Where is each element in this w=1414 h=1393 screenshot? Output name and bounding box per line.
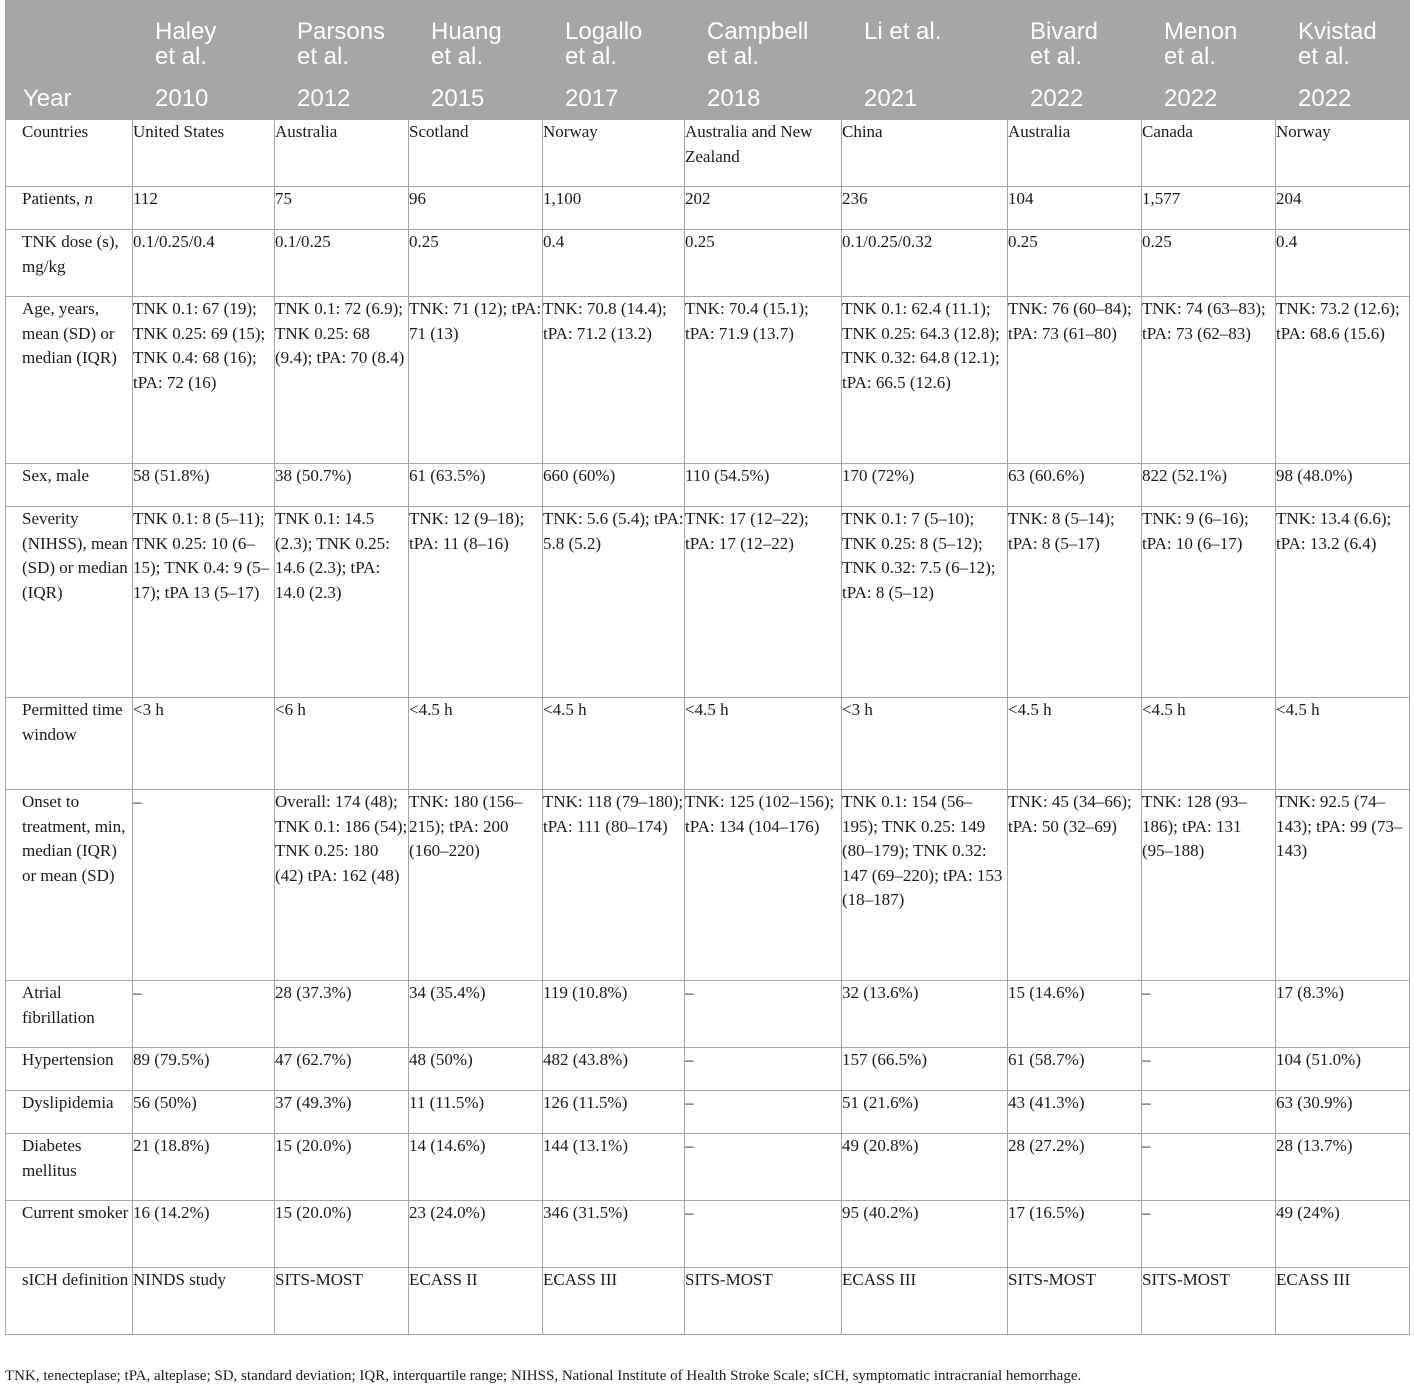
table-row [6,120,1410,187]
table-cell: China [842,120,1008,187]
table-cell: 0.25 [409,230,543,297]
study-name-line1: Menon [1164,18,1238,45]
table-row [6,1091,1410,1134]
table-cell: SITS-MOST [685,1268,842,1335]
table-cell: 104 [1008,187,1142,230]
table-footnote: TNK, tenecteplase; tPA, alteplase; SD, standard deviation; IQR, interquartile range; NIHSS, National Institute of Health Stroke Scale; sICH, symptomatic intracranial hemorrhage. [5,1368,1082,1384]
study-name-line1: Campbell [707,18,809,45]
table-row [6,698,1410,790]
table-cell: 63 (30.9%) [1276,1091,1410,1134]
study-name-line2: et al. [431,43,484,70]
study-name-line2: et al. [155,43,208,70]
table-row [6,1134,1410,1201]
table-cell: Australia [275,120,409,187]
table-cell: 157 (66.5%) [842,1048,1008,1091]
row-label-text: Hypertension [22,1050,114,1069]
table-cell: 15 (20.0%) [275,1134,409,1201]
table-cell: TNK: 76 (60–84); tPA: 73 (61–80) [1008,297,1142,464]
table-row [6,981,1410,1048]
table-body [6,120,1410,1335]
study-name-line2: et al. [1298,43,1351,70]
table-cell: 14 (14.6%) [409,1134,543,1201]
table-cell: 47 (62.7%) [275,1048,409,1091]
row-label-text: Atrial fibrillation [22,983,95,1027]
row-label [6,790,133,981]
table-cell: – [1142,1201,1276,1268]
row-label-text: Severity (NIHSS), mean (SD) or median (IQR) [22,509,128,602]
table-cell: 1,577 [1142,187,1276,230]
table-cell: 23 (24.0%) [409,1201,543,1268]
table-cell: ECASS III [842,1268,1008,1335]
table-cell: 89 (79.5%) [133,1048,275,1091]
table-cell: TNK: 128 (93–186); tPA: 131 (95–188) [1142,790,1276,981]
study-name-line1: Haley [155,18,217,45]
table-cell: – [1142,1134,1276,1201]
study-name-line2: et al. [297,43,350,70]
row-label-text: Patients, [22,189,85,208]
table-cell: TNK 0.1: 154 (56–195); TNK 0.25: 149 (80–179); TNK 0.32: 147 (69–220); tPA: 153 (18–187) [842,790,1008,981]
study-name-line1: Bivard [1030,18,1099,45]
table-cell: TNK: 73.2 (12.6); tPA: 68.6 (15.6) [1276,297,1410,464]
table-row [6,464,1410,507]
table-cell: 0.25 [1142,230,1276,297]
table-cell: – [1142,981,1276,1048]
table-cell: 28 (27.2%) [1008,1134,1142,1201]
table-cell: United States [133,120,275,187]
table-cell: 11 (11.5%) [409,1091,543,1134]
study-year: 2017 [565,85,619,112]
study-header [1008,1,1142,120]
table-cell: TNK 0.1: 67 (19); TNK 0.25: 69 (15); TNK 0.4: 68 (16); tPA: 72 (16) [133,297,275,464]
study-header [685,1,842,120]
table-cell: 104 (51.0%) [1276,1048,1410,1091]
table-row [6,1201,1410,1268]
table-cell: SITS-MOST [1008,1268,1142,1335]
row-label [6,1048,133,1091]
table-cell: <4.5 h [409,698,543,790]
table-cell: 95 (40.2%) [842,1201,1008,1268]
table-cell: 110 (54.5%) [685,464,842,507]
table-cell: TNK 0.1: 62.4 (11.1); TNK 0.25: 64.3 (12.8); TNK 0.32: 64.8 (12.1); tPA: 66.5 (12.6) [842,297,1008,464]
row-label-text: Onset to treatment, min, median (IQR) or mean (SD) [22,792,126,885]
row-label [6,464,133,507]
table-cell: 119 (10.8%) [543,981,685,1048]
table-cell: TNK: 92.5 (74–143); tPA: 99 (73–143) [1276,790,1410,981]
table-cell: 482 (43.8%) [543,1048,685,1091]
table-cell: TNK: 13.4 (6.6); tPA: 13.2 (6.4) [1276,507,1410,698]
table-cell: TNK: 70.8 (14.4); tPA: 71.2 (13.2) [543,297,685,464]
table-cell: – [685,1048,842,1091]
row-label [6,297,133,464]
table-cell: 17 (8.3%) [1276,981,1410,1048]
table-cell: TNK: 180 (156–215); tPA: 200 (160–220) [409,790,543,981]
study-header [1276,1,1410,120]
table-cell: 16 (14.2%) [133,1201,275,1268]
study-name-line1: Li et al. [864,18,942,45]
table-row [6,507,1410,698]
table-cell: 49 (20.8%) [842,1134,1008,1201]
table-cell: 0.1/0.25 [275,230,409,297]
row-label [6,1134,133,1201]
table-row [6,1268,1410,1335]
table-cell: Canada [1142,120,1276,187]
table-cell: 0.25 [1008,230,1142,297]
table-cell: Scotland [409,120,543,187]
table-cell: 75 [275,187,409,230]
table-cell: TNK: 74 (63–83); tPA: 73 (62–83) [1142,297,1276,464]
row-label-text: Current smoker [22,1203,129,1222]
row-label-text: Countries [22,122,89,141]
table-cell: 15 (14.6%) [1008,981,1142,1048]
table-cell: 21 (18.8%) [133,1134,275,1201]
table-cell: <4.5 h [543,698,685,790]
table-cell: <3 h [133,698,275,790]
row-label-text: Sex, male [22,466,90,485]
row-label-text: TNK dose (s), mg/kg [22,232,119,276]
table-cell: 170 (72%) [842,464,1008,507]
study-name-line2: et al. [565,43,618,70]
table-cell: 37 (49.3%) [275,1091,409,1134]
study-year: 2015 [431,85,485,112]
table-cell: – [133,981,275,1048]
table-cell: TNK: 45 (34–66); tPA: 50 (32–69) [1008,790,1142,981]
row-label-text: Age, years, mean (SD) or median (IQR) [22,299,117,368]
study-name-line2: et al. [1030,43,1083,70]
table-cell: <6 h [275,698,409,790]
table-cell: TNK: 8 (5–14); tPA: 8 (5–17) [1008,507,1142,698]
table-cell: 0.4 [1276,230,1410,297]
table-cell: – [685,1091,842,1134]
table-cell: 51 (21.6%) [842,1091,1008,1134]
table-cell: – [685,1134,842,1201]
table-cell: TNK: 12 (9–18); tPA: 11 (8–16) [409,507,543,698]
table-cell: – [133,790,275,981]
table-cell: SITS-MOST [1142,1268,1276,1335]
table-cell: 96 [409,187,543,230]
table-cell: 0.25 [685,230,842,297]
table-cell: <3 h [842,698,1008,790]
table-cell: Norway [1276,120,1410,187]
study-year: 2022 [1030,85,1084,112]
table-cell: <4.5 h [1276,698,1410,790]
table-cell: TNK: 70.4 (15.1); tPA: 71.9 (13.7) [685,297,842,464]
study-year: 2022 [1164,85,1218,112]
study-year: 2021 [864,85,918,112]
row-label [6,507,133,698]
table-cell: ECASS III [1276,1268,1410,1335]
table-cell: 48 (50%) [409,1048,543,1091]
table-cell: 0.4 [543,230,685,297]
table-cell: 0.1/0.25/0.32 [842,230,1008,297]
table-cell: TNK: 125 (102–156); tPA: 134 (104–176) [685,790,842,981]
study-header [543,1,685,120]
table-cell: <4.5 h [1142,698,1276,790]
row-label [6,1268,133,1335]
study-year: 2010 [155,85,209,112]
table-cell: Australia and New Zealand [685,120,842,187]
table-cell: – [1142,1091,1276,1134]
table-cell: TNK: 9 (6–16); tPA: 10 (6–17) [1142,507,1276,698]
study-name-line1: Logallo [565,18,643,45]
year-header [6,1,133,120]
table-cell: TNK 0.1: 14.5 (2.3); TNK 0.25: 14.6 (2.3); tPA: 14.0 (2.3) [275,507,409,698]
table-cell: 126 (11.5%) [543,1091,685,1134]
study-header [133,1,275,120]
row-label-text: sICH definition [22,1270,129,1289]
table-cell: ECASS III [543,1268,685,1335]
table-cell: Australia [1008,120,1142,187]
row-label [6,1201,133,1268]
table-cell: 58 (51.8%) [133,464,275,507]
table-row [6,790,1410,981]
table-cell: TNK 0.1: 8 (5–11); TNK 0.25: 10 (6–15); TNK 0.4: 9 (5–17); tPA 13 (5–17) [133,507,275,698]
table-cell: – [1142,1048,1276,1091]
table-cell: TNK: 118 (79–180); tPA: 111 (80–174) [543,790,685,981]
study-year: 2022 [1298,85,1352,112]
table-cell: SITS-MOST [275,1268,409,1335]
row-label [6,187,133,230]
table-cell: – [685,981,842,1048]
table-cell: Overall: 174 (48); TNK 0.1: 186 (54); TNK 0.25: 180 (42) tPA: 162 (48) [275,790,409,981]
row-label [6,698,133,790]
table-cell: TNK: 5.6 (5.4); tPA: 5.8 (5.2) [543,507,685,698]
table-cell: 49 (24%) [1276,1201,1410,1268]
table-cell: Norway [543,120,685,187]
table-cell: 28 (37.3%) [275,981,409,1048]
row-label [6,1091,133,1134]
row-label-italic: n [84,189,93,208]
table-row [6,230,1410,297]
row-label [6,230,133,297]
table-cell: 236 [842,187,1008,230]
table-cell: ECASS II [409,1268,543,1335]
table-row [6,187,1410,230]
table-cell: 204 [1276,187,1410,230]
studies-table [5,0,1410,1335]
row-label-text: Permitted time window [22,700,123,744]
table-cell: TNK: 71 (12); tPA: 71 (13) [409,297,543,464]
table-cell: 15 (20.0%) [275,1201,409,1268]
row-label [6,981,133,1048]
study-name-line1: Kvistad [1298,18,1377,45]
study-name-line1: Huang [431,18,502,45]
study-header [409,1,543,120]
table-cell: 1,100 [543,187,685,230]
table-cell: 346 (31.5%) [543,1201,685,1268]
table-cell: 0.1/0.25/0.4 [133,230,275,297]
table-cell: – [685,1201,842,1268]
table-cell: 61 (63.5%) [409,464,543,507]
study-name-line2: et al. [1164,43,1217,70]
study-header [1142,1,1276,120]
study-name-line2: et al. [707,43,760,70]
table-cell: 43 (41.3%) [1008,1091,1142,1134]
study-year: 2012 [297,85,351,112]
table-cell: <4.5 h [1008,698,1142,790]
table-cell: TNK 0.1: 72 (6.9); TNK 0.25: 68 (9.4); tPA: 70 (8.4) [275,297,409,464]
table-cell: 63 (60.6%) [1008,464,1142,507]
table-cell: 56 (50%) [133,1091,275,1134]
study-name-line1: Parsons [297,18,386,45]
table-cell: 17 (16.5%) [1008,1201,1142,1268]
header-row [6,1,1410,120]
study-header [842,1,1008,120]
table-cell: 144 (13.1%) [543,1134,685,1201]
table-cell: TNK: 17 (12–22); tPA: 17 (12–22) [685,507,842,698]
table-cell: 660 (60%) [543,464,685,507]
row-label-text: Diabetes mellitus [22,1136,82,1180]
row-label [6,120,133,187]
table-cell: 202 [685,187,842,230]
table-cell: 32 (13.6%) [842,981,1008,1048]
study-year: 2018 [707,85,761,112]
row-label-text: Dyslipidemia [22,1093,114,1112]
year-label: Year [23,85,72,112]
table-cell: 98 (48.0%) [1276,464,1410,507]
table-cell: 61 (58.7%) [1008,1048,1142,1091]
table-cell: TNK 0.1: 7 (5–10); TNK 0.25: 8 (5–12); TNK 0.32: 7.5 (6–12); tPA: 8 (5–12) [842,507,1008,698]
table-cell: 112 [133,187,275,230]
table-row [6,1048,1410,1091]
study-header [275,1,409,120]
table-cell: 38 (50.7%) [275,464,409,507]
table-cell: 822 (52.1%) [1142,464,1276,507]
table-cell: NINDS study [133,1268,275,1335]
table-cell: <4.5 h [685,698,842,790]
table-cell: 28 (13.7%) [1276,1134,1410,1201]
table-cell: 34 (35.4%) [409,981,543,1048]
table-row [6,297,1410,464]
